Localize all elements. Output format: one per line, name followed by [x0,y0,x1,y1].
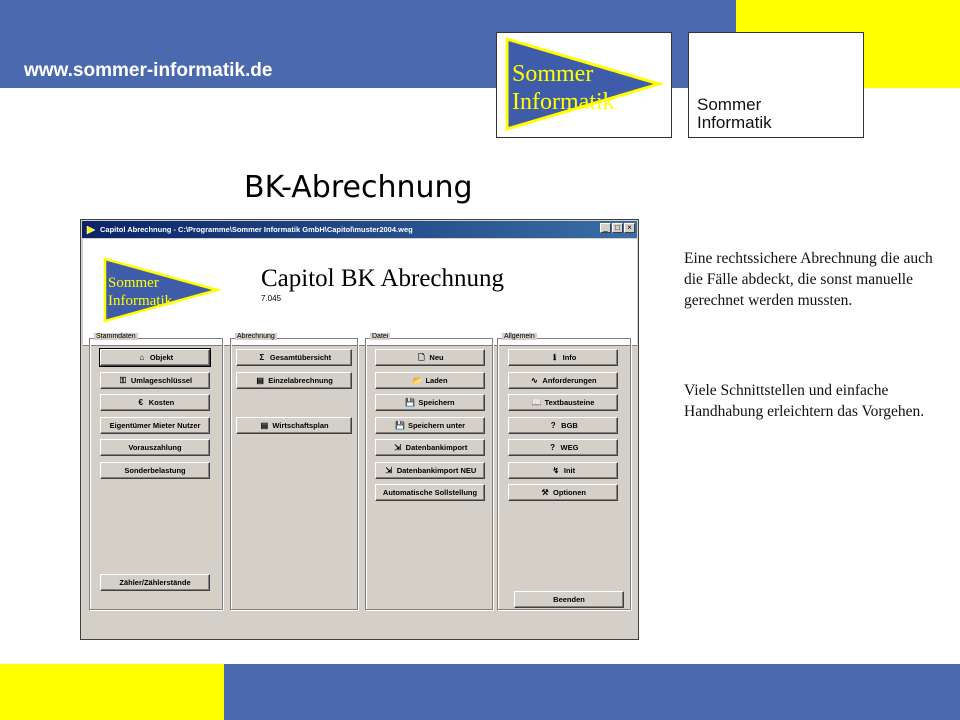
textbausteine-button[interactable]: 📖 Textbausteine [508,394,618,411]
speichern-unter-button[interactable]: 💾 Speichern unter [375,417,485,434]
help-icon: ? [550,442,555,452]
optionen-button[interactable]: ⚒ Optionen [508,484,618,501]
group-label-datei: Datei [372,333,389,340]
website-url: www.sommer-informatik.de [24,60,273,81]
maximize-button[interactable]: □ [612,223,623,233]
help-icon: ? [550,420,556,430]
einzelabrechnung-button[interactable]: ▤ Einzelabrechnung [236,372,352,389]
sonderbelastung-button[interactable]: Sonderbelastung [100,462,210,479]
weg-button[interactable]: ? WEG [508,439,618,456]
bottom-yellow-accent [0,664,224,720]
import-icon: ⇲ [394,442,401,452]
datenbankimport-neu-button[interactable]: ⇲ Datenbankimport NEU [375,462,485,479]
app-logo-line1: Sommer [108,275,159,291]
app-logo [101,257,221,323]
group-abrechnung [230,333,358,610]
company-name-box [688,32,864,138]
app-icon [86,225,96,235]
bgb-button[interactable]: ? BGB [508,417,618,434]
group-label-abrechnung: Abrechnung [237,333,275,340]
neu-button[interactable]: 🗋 Neu [375,349,485,366]
vorauszahlung-button[interactable]: Vorauszahlung [100,439,210,456]
init-button[interactable]: ↯ Init [508,462,618,479]
info-button[interactable]: ℹ Info [508,349,618,366]
automatische-sollstellung-button[interactable]: Automatische Sollstellung [375,484,485,501]
anforderungen-button[interactable]: ∿ Anforderungen [508,372,618,389]
coins-icon: € [138,397,143,407]
wave-icon: ∿ [531,375,538,385]
app-banner [83,239,637,346]
wirtschaftsplan-button[interactable]: ▤ Wirtschaftsplan [236,417,352,434]
window-title: Capitol Abrechnung - C:\Programme\Sommer Informatik GmbH\Capitol\muster2004.weg [100,225,413,234]
kosten-button[interactable]: € Kosten [100,394,210,411]
umlageschluessel-button[interactable]: ⚿ Umlageschlüssel [100,372,210,389]
gesamtuebersicht-button[interactable]: Σ Gesamtübersicht [236,349,352,366]
datenbankimport-button[interactable]: ⇲ Datenbankimport [375,439,485,456]
group-allgemein [497,333,631,610]
floppy-disk-icon: 💾 [394,420,405,430]
group-label-stammdaten: Stammdaten [96,333,136,340]
minimize-button[interactable]: _ [600,223,611,233]
group-stammdaten [89,333,223,610]
window-titlebar[interactable] [82,221,637,238]
objekt-button[interactable]: ⌂ Objekt [100,349,210,366]
speichern-button[interactable]: 💾 Speichern [375,394,485,411]
open-folder-icon: 📂 [412,375,423,385]
company-logo [496,32,672,138]
group-datei [365,333,493,610]
group-label-allgemein: Allgemein [504,333,535,340]
app-window [80,219,639,640]
tools-icon: ⚒ [541,487,549,497]
logo-letter-s: Sommer [512,61,594,87]
info-icon: ℹ [553,352,557,362]
app-version: 7.045 [261,294,282,303]
sigma-icon: Σ [259,352,265,362]
bottom-banner [224,664,960,720]
key-icon: ⚿ [119,375,126,385]
documents-icon: ▤ [260,420,269,430]
init-icon: ↯ [552,465,560,475]
company-name-line1: Sommer [697,95,762,114]
app-banner-title: Capitol BK Abrechnung [261,265,505,292]
book-icon: 📖 [531,397,542,407]
beenden-button[interactable]: Beenden [514,591,624,608]
company-name-line2: Informatik [697,113,772,132]
slide-title: BK-Abrechnung [244,170,473,205]
floppy-disk-icon: 💾 [405,397,416,407]
documents-icon: ▤ [256,375,264,385]
app-logo-line2: Informatik [108,293,173,309]
eigentuemer-mieter-nutzer-button[interactable]: Eigentümer Mieter Nutzer [100,417,210,434]
house-icon: ⌂ [139,352,145,362]
window-controls [600,223,635,233]
description-paragraph-2: Viele Schnittstellen und einfache Handhabung erleichtern das Vorgehen. [684,382,925,420]
logo-letter-i: Informatik [512,89,615,115]
new-file-icon: 🗋 [418,352,425,362]
laden-button[interactable]: 📂 Laden [375,372,485,389]
zaehler-button[interactable]: Zähler/Zählerstände [100,574,210,591]
close-button[interactable]: × [624,223,635,233]
description-paragraph-1: Eine rechtssichere Abrechnung die auch die Fälle abdeckt, die sonst manuelle gerechnet werden mussten. [684,250,933,309]
import-icon: ⇲ [385,465,393,475]
